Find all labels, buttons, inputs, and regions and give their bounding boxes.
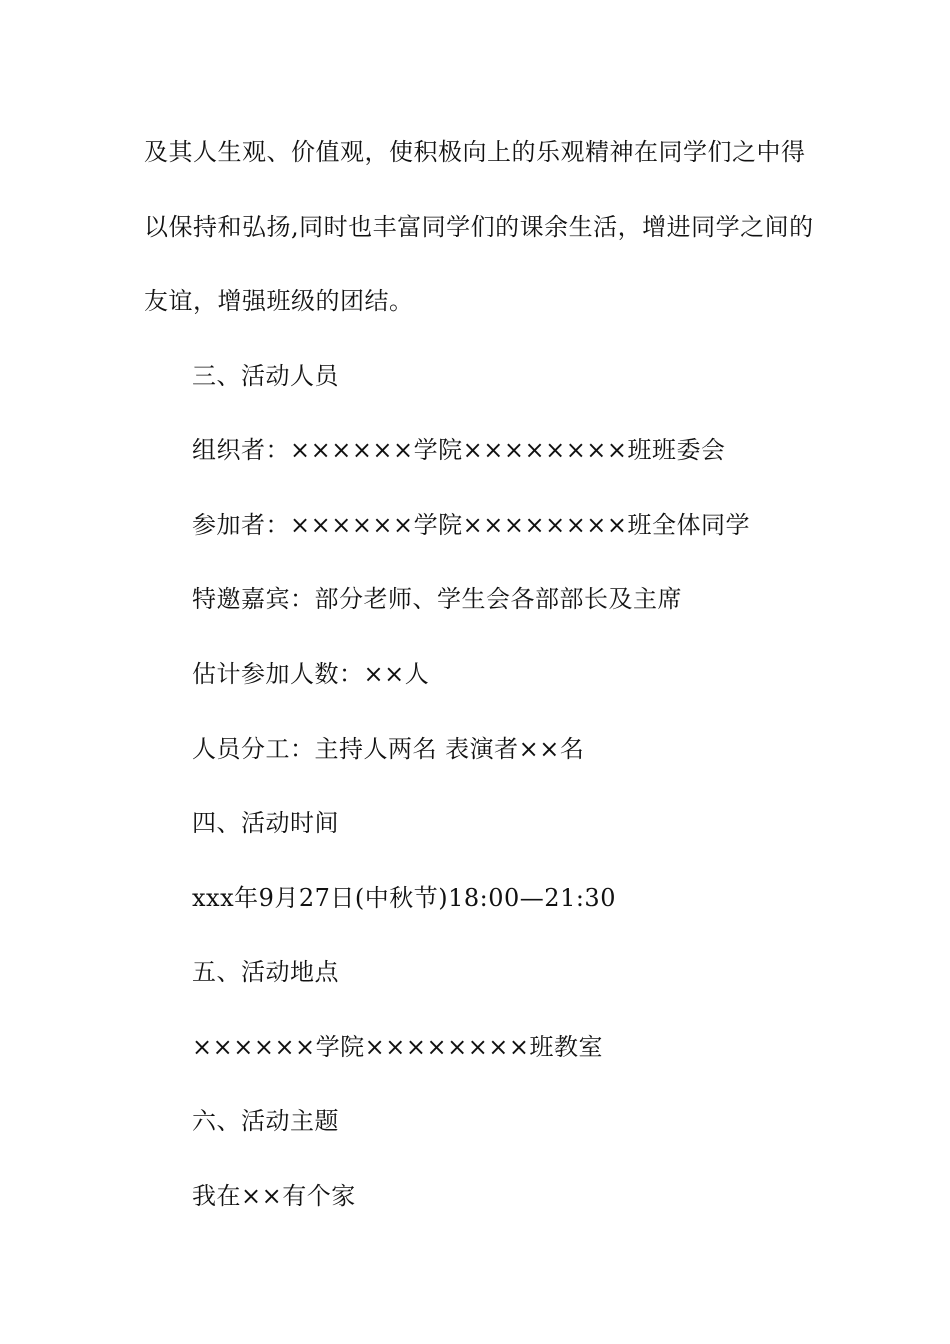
section-6-heading: 六、活动主题 bbox=[192, 1107, 339, 1135]
section-3-heading: 三、活动人员 bbox=[192, 362, 339, 390]
section-4-heading: 四、活动时间 bbox=[192, 809, 339, 837]
roles-line: 人员分工：主持人两名 表演者××名 bbox=[192, 735, 585, 763]
intro-line-3: 友谊，增强班级的团结。 bbox=[144, 287, 414, 315]
estimated-count-line: 估计参加人数：××人 bbox=[192, 660, 430, 688]
time-line: xxx年9月27日(中秋节)18:00—21:30 bbox=[192, 884, 616, 912]
location-line: ××××××学院××××××××班教室 bbox=[192, 1033, 604, 1061]
participants-line: 参加者：××××××学院××××××××班全体同学 bbox=[192, 511, 751, 539]
organizer-line: 组织者：××××××学院××××××××班班委会 bbox=[192, 436, 726, 464]
theme-line: 我在××有个家 bbox=[192, 1182, 356, 1210]
guests-line: 特邀嘉宾：部分老师、学生会各部部长及主席 bbox=[192, 585, 682, 613]
intro-line-1: 及其人生观、价值观，使积极向上的乐观精神在同学们之中得 bbox=[144, 138, 806, 166]
section-5-heading: 五、活动地点 bbox=[192, 958, 339, 986]
intro-line-2: 以保持和弘扬,同时也丰富同学们的课余生活，增进同学之间的 bbox=[144, 213, 814, 241]
